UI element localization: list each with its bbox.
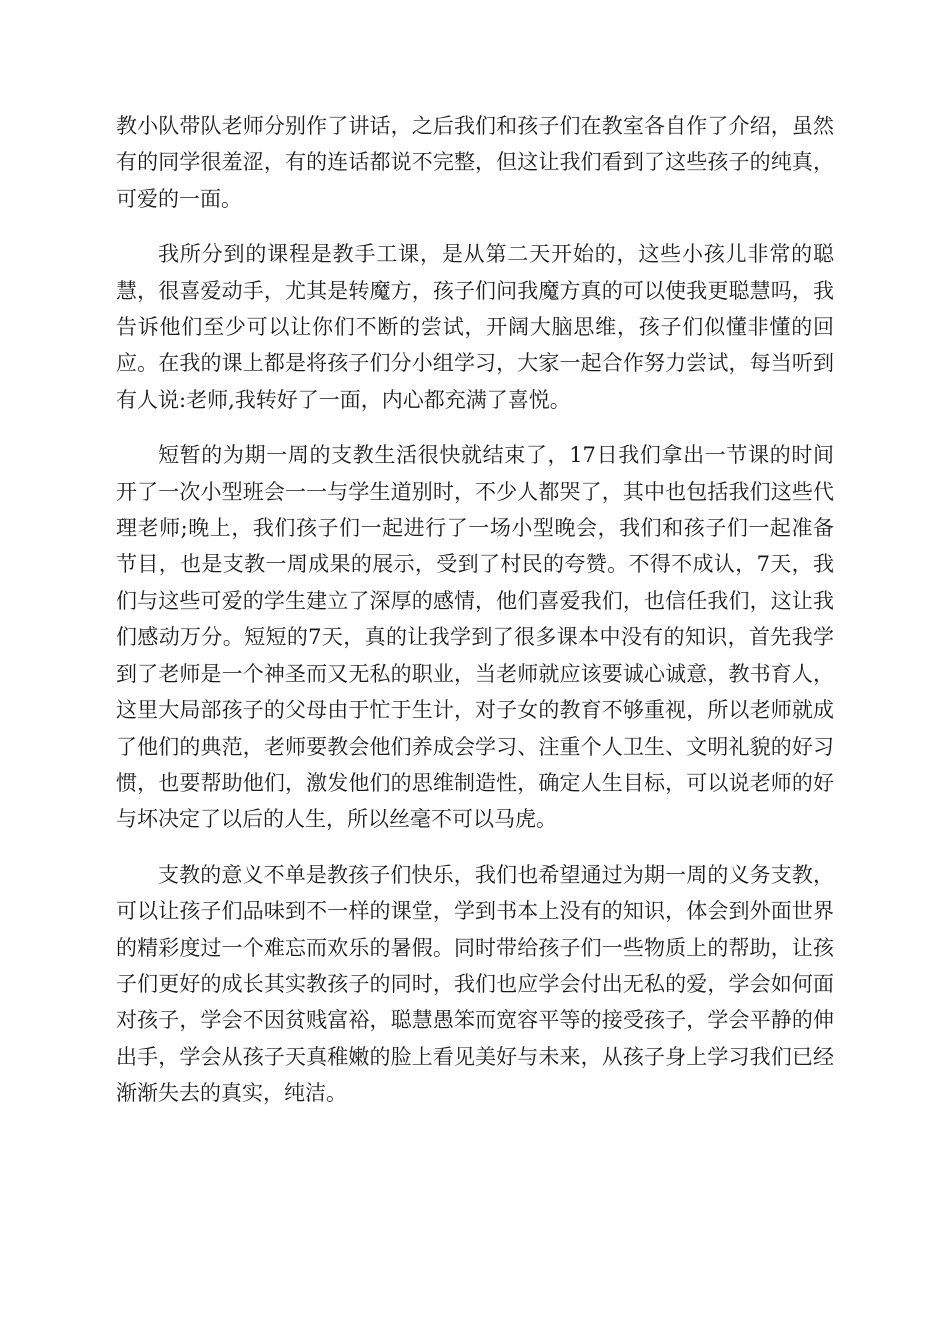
document-body bbox=[116, 108, 834, 1112]
paragraph-2: 我所分到的课程是教手工课，是从第二天开始的，这些小孩儿非常的聪慧，很喜爱动手，尤其是转魔方，孩子们问我魔方真的可以使我更聪慧吗，我告诉他们至少可以让你们不断的尝试，开阔大脑思维，孩子们似懂非懂的回应。在我的课上都是将孩子们分小组学习，大家一起合作努力尝试，每当听到有人说:老师,我转好了一面，内心都充满了喜悦。 bbox=[116, 242, 834, 412]
paragraph-1: 教小队带队老师分别作了讲话，之后我们和孩子们在教室各自作了介绍，虽然有的同学很羞涩，有的连话都说不完整，但这让我们看到了这些孩子的纯真，可爱的一面。 bbox=[116, 114, 834, 211]
paragraph-3: 短暂的为期一周的支教生活很快就结束了，17日我们拿出一节课的时间开了一次小型班会一一与学生道别时，不少人都哭了，其中也包括我们这些代理老师;晚上，我们孩子们一起进行了一场小型晚会，我们和孩子们一起准备节目，也是支教一周成果的展示，受到了村民的夸赞。不得不成认，7天，我们与这些可爱的学生建立了深厚的感情，他们喜爱我们，也信任我们，这让我们感动万分。短短的7天，真的让我学到了很多课本中没有的知识，首先我学到了老师是一个神圣而又无私的职业，当老师就应该要诚心诚意，教书育人，这里大局部孩子的父母由于忙于生计，对子女的教育不够重视，所以老师就成了他们的典范，老师要教会他们养成会学习、注重个人卫生、文明礼貌的好习惯，也要帮助他们，激发他们的思维制造性，确定人生目标，可以说老师的好与坏决定了以后的人生，所以丝毫不可以马虎。 bbox=[116, 443, 834, 832]
paragraph-4: 支教的意义不单是教孩子们快乐，我们也希望通过为期一周的义务支教，可以让孩子们品味到不一样的课堂，学到书本上没有的知识，体会到外面世界的精彩度过一个难忘而欢乐的暑假。同时带给孩子们一些物质上的帮助，让孩子们更好的成长其实教孩子的同时，我们也应学会付出无私的爱，学会如何面对孩子，学会不因贫贱富裕，聪慧愚笨而宽容平等的接受孩子，学会平静的伸出手，学会从孩子天真稚嫩的脸上看见美好与未来，从孩子身上学习我们已经渐渐失去的真实，纯洁。 bbox=[116, 862, 834, 1106]
